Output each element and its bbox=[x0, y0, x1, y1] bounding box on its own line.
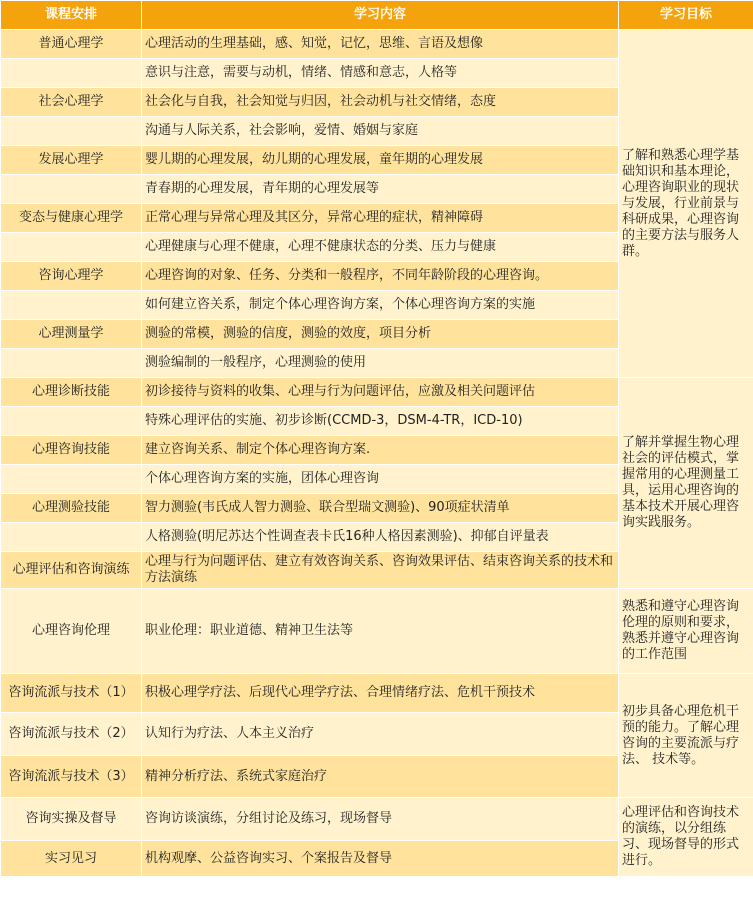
course-cell: 咨询心理学 bbox=[1, 262, 142, 291]
goal-cell: 熟悉和遵守心理咨询伦理的原则和要求，熟悉并遵守心理咨询的工作范围 bbox=[619, 589, 753, 674]
content-cell: 咨询访谈演练，分组讨论及练习，现场督导 bbox=[142, 798, 619, 841]
content-cell: 认知行为疗法、人本主义治疗 bbox=[142, 713, 619, 756]
course-cell: 心理测验技能 bbox=[1, 494, 142, 523]
course-cell: 发展心理学 bbox=[1, 146, 142, 175]
course-cell bbox=[1, 175, 142, 204]
header-row bbox=[1, 1, 753, 30]
course-cell: 普通心理学 bbox=[1, 30, 142, 59]
course-cell: 咨询流派与技术（3） bbox=[1, 756, 142, 798]
content-cell: 特殊心理评估的实施、初步诊断(CCMD-3，DSM-4-TR，ICD-10) bbox=[142, 407, 619, 436]
content-cell: 心理与行为问题评估、建立有效咨询关系、咨询效果评估、结束咨询关系的技术和方法演练 bbox=[142, 552, 619, 589]
course-cell: 变态与健康心理学 bbox=[1, 204, 142, 233]
content-cell: 意识与注意，需要与动机，情绪、情感和意志，人格等 bbox=[142, 59, 619, 88]
course-cell bbox=[1, 291, 142, 320]
course-cell: 心理测量学 bbox=[1, 320, 142, 349]
course-cell: 实习见习 bbox=[1, 841, 142, 877]
goal-cell: 了解并掌握生物心理社会的评估模式，掌握常用的心理测量工具，运用心理咨询的基本技术开展心理咨询实践服务。 bbox=[619, 378, 753, 589]
content-cell: 机构观摩、公益咨询实习、个案报告及督导 bbox=[142, 841, 619, 877]
course-cell: 社会心理学 bbox=[1, 88, 142, 117]
table-row bbox=[1, 30, 753, 59]
content-cell: 心理健康与心理不健康，心理不健康状态的分类、压力与健康 bbox=[142, 233, 619, 262]
course-cell: 心理诊断技能 bbox=[1, 378, 142, 407]
goal-cell: 初步具备心理危机干预的能力。了解心理咨询的主要流派与疗法、 技术等。 bbox=[619, 674, 753, 798]
content-cell: 婴儿期的心理发展，幼儿期的心理发展，童年期的心理发展 bbox=[142, 146, 619, 175]
header-goal: 学习目标 bbox=[619, 1, 753, 30]
content-cell: 个体心理咨询方案的实施，团体心理咨询 bbox=[142, 465, 619, 494]
content-cell: 心理活动的生理基础，感、知觉，记忆，思维、言语及想像 bbox=[142, 30, 619, 59]
table-row bbox=[1, 674, 753, 713]
course-cell bbox=[1, 465, 142, 494]
content-cell: 测验编制的一般程序，心理测验的使用 bbox=[142, 349, 619, 378]
course-cell bbox=[1, 59, 142, 88]
content-cell: 建立咨询关系、制定个体心理咨询方案. bbox=[142, 436, 619, 465]
content-cell: 积极心理学疗法、后现代心理学疗法、合理情绪疗法、危机干预技术 bbox=[142, 674, 619, 713]
course-cell bbox=[1, 233, 142, 262]
goal-cell: 了解和熟悉心理学基础知识和基本理论，心理咨询职业的现状与发展，行业前景与科研成果，心理咨询的主要方法与服务人群。 bbox=[619, 30, 753, 378]
course-cell: 咨询实操及督导 bbox=[1, 798, 142, 841]
course-cell bbox=[1, 407, 142, 436]
content-cell: 精神分析疗法、系统式家庭治疗 bbox=[142, 756, 619, 798]
content-cell: 测验的常模，测验的信度，测验的效度，项目分析 bbox=[142, 320, 619, 349]
course-cell: 咨询流派与技术（1） bbox=[1, 674, 142, 713]
content-cell: 初诊接待与资料的收集、心理与行为问题评估，应激及相关问题评估 bbox=[142, 378, 619, 407]
content-cell: 沟通与人际关系，社会影响，爱情、婚姻与家庭 bbox=[142, 117, 619, 146]
course-cell bbox=[1, 349, 142, 378]
content-cell: 职业伦理：职业道德、精神卫生法等 bbox=[142, 589, 619, 674]
content-cell: 人格测验(明尼苏达个性调查表卡氏16种人格因素测验)、抑郁自评量表 bbox=[142, 523, 619, 552]
content-cell: 心理咨询的对象、任务、分类和一般程序，不同年龄阶段的心理咨询。 bbox=[142, 262, 619, 291]
course-cell bbox=[1, 523, 142, 552]
course-cell: 心理咨询伦理 bbox=[1, 589, 142, 674]
table-row bbox=[1, 798, 753, 841]
header-content: 学习内容 bbox=[142, 1, 619, 30]
content-cell: 正常心理与异常心理及其区分，异常心理的症状，精神障碍 bbox=[142, 204, 619, 233]
content-cell: 如何建立咨关系，制定个体心理咨询方案，个体心理咨询方案的实施 bbox=[142, 291, 619, 320]
course-cell: 心理评估和咨询演练 bbox=[1, 552, 142, 589]
table-row bbox=[1, 589, 753, 674]
course-cell: 心理咨询技能 bbox=[1, 436, 142, 465]
content-cell: 青春期的心理发展，青年期的心理发展等 bbox=[142, 175, 619, 204]
content-cell: 智力测验(韦氏成人智力测验、联合型瑞文测验)、90项症状清单 bbox=[142, 494, 619, 523]
course-cell bbox=[1, 117, 142, 146]
table-row bbox=[1, 378, 753, 407]
header-course: 课程安排 bbox=[1, 1, 142, 30]
content-cell: 社会化与自我，社会知觉与归因，社会动机与社交情绪，态度 bbox=[142, 88, 619, 117]
course-cell: 咨询流派与技术（2） bbox=[1, 713, 142, 756]
goal-cell: 心理评估和咨询技术的演练，以分组练习、现场督导的形式进行。 bbox=[619, 798, 753, 877]
